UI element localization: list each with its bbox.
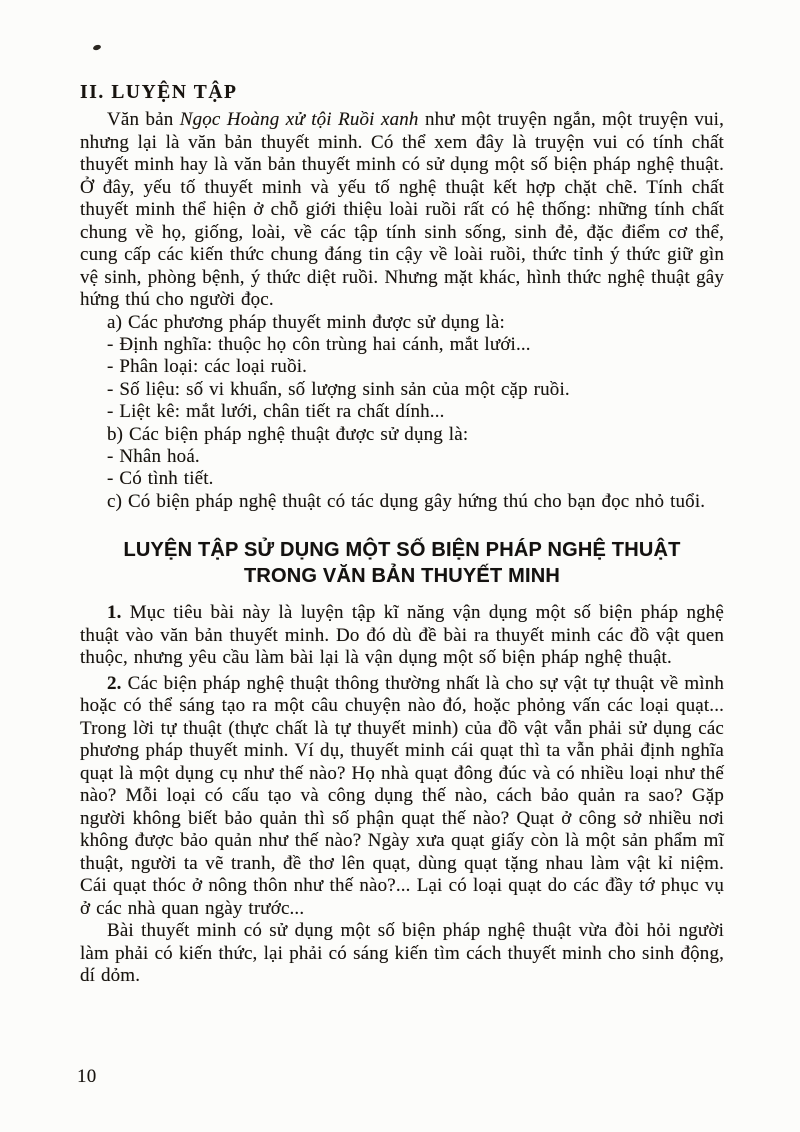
- numbered-paragraph-2: [80, 673, 724, 921]
- list-item-dash-dinh-nghia: - Định nghĩa: thuộc họ côn trùng hai cánh, mắt lưới...: [107, 333, 531, 355]
- lesson-title-line-2: TRONG VĂN BẢN THUYẾT MINH: [243, 564, 561, 587]
- intro-text-pre: Văn bản: [107, 109, 180, 130]
- list-item-dash-nhan-hoa: - Nhân hoá.: [107, 445, 200, 467]
- list-item-dash-phan-loai: - Phân loại: các loại ruồi.: [107, 356, 308, 378]
- work-title-italic: Ngọc Hoàng xử tội Ruồi xanh: [179, 109, 419, 130]
- closing-paragraph: Bài thuyết minh có sử dụng một số biện pháp nghệ thuật vừa đòi hỏi người làm phải có kiến thức, lại phải có sáng kiến tìm cách thuyết minh cho sinh động, dí dỏm.: [80, 920, 724, 987]
- numbered-paragraph-1: [80, 602, 724, 670]
- intro-text-post: như một truyện ngắn, một truyện vui, nhưng lại là văn bản thuyết minh. Có thể xem đây là truyện vui có tính chất thuyết minh hay là văn bản thuyết minh có sử dụng một số biện pháp nghệ thuật. Ở đây, yếu tố thuyết minh và yếu tố nghệ thuật kết hợp chặt chẽ. Tính chất thuyết minh thể hiện ở chỗ giới thiệu loài ruồi rất có hệ thống: những tính chất chung về họ, giống, loài, về các tập tính sinh sống, sinh đẻ, đặc điểm cơ thể, cung cấp các kiến thức chung đáng tin cậy về loài ruồi, thức tỉnh ý thức giữ gìn vệ sinh, phòng bệnh, ý thức diệt ruồi. Nhưng mặt khác, hình thức nghệ thuật gây hứng thú cho người đọc.: [80, 109, 724, 310]
- intro-paragraph: [80, 109, 724, 312]
- page-number: 10: [77, 1066, 97, 1087]
- paragraph-1-number: 1.: [107, 602, 122, 624]
- list-item-a: a) Các phương pháp thuyết minh được sử dụng là:: [107, 311, 505, 333]
- section-ii-luyen-tap: [80, 82, 724, 513]
- lesson-title-line-1: LUYỆN TẬP SỬ DỤNG MỘT SỐ BIỆN PHÁP NGHỆ THUẬT: [123, 539, 681, 562]
- list-item-c: c) Có biện pháp nghệ thuật có tác dụng gây hứng thú cho bạn đọc nhỏ tuổi.: [107, 490, 706, 512]
- paragraph-2-text: Các biện pháp nghệ thuật thông thường nhất là cho sự vật tự thuật về mình hoặc có thể sáng tạo ra một câu chuyện nào đó, hoặc phỏng vấn các loại quạt... Trong lời tự thuật (thực chất là tự thuyết minh) của đồ vật vẫn phải sử dụng các phương pháp thuyết minh. Ví dụ, thuyết minh cái quạt thì ta vẫn phải định nghĩa quạt là một dụng cụ như thế nào? Họ nhà quạt đông đúc và có nhiều loại như thế nào? Mỗi loại có cấu tạo và công dụng thế nào, cách bảo quản ra sao? Gặp người không biết bảo quản thì số phận quạt thế nào? Quạt ở công sở nhiều nơi không được bảo quản như thế nào? Ngày xưa quạt giấy còn là một sản phẩm mĩ thuật, người ta vẽ tranh, đề thơ lên quạt, dùng quạt tặng nhau làm vật kỉ niệm. Cái quạt thóc ở nông thôn như thế nào?... Lại có loại quạt do các đầy tớ phục vụ ở các nhà quan ngày trước...: [80, 672, 724, 919]
- paragraph-1-text: Mục tiêu bài này là luyện tập kĩ năng vận dụng một số biện pháp nghệ thuật vào văn bản thuyết minh. Do đó dù đề bài ra thuyết minh các đồ vật quen thuộc, nhưng yêu cầu làm bài lại là vận dụng một số biện pháp nghệ thuật.: [80, 602, 724, 669]
- list-item-dash-liet-ke: - Liệt kê: mắt lưới, chân tiết ra chất dính...: [107, 401, 445, 423]
- paragraph-2-number: 2.: [107, 672, 122, 694]
- section-heading: II. LUYỆN TẬP: [80, 82, 238, 103]
- list-item-dash-tinh-tiet: - Có tình tiết.: [107, 468, 214, 490]
- list-item-dash-so-lieu: - Số liệu: số vi khuẩn, số lượng sinh sản của một cặp ruồi.: [107, 378, 570, 400]
- lesson-title: [80, 538, 724, 589]
- section-luyen-tap-su-dung: [80, 538, 724, 988]
- list-item-b: b) Các biện pháp nghệ thuật được sử dụng là:: [107, 423, 469, 445]
- scan-speck: [92, 44, 101, 51]
